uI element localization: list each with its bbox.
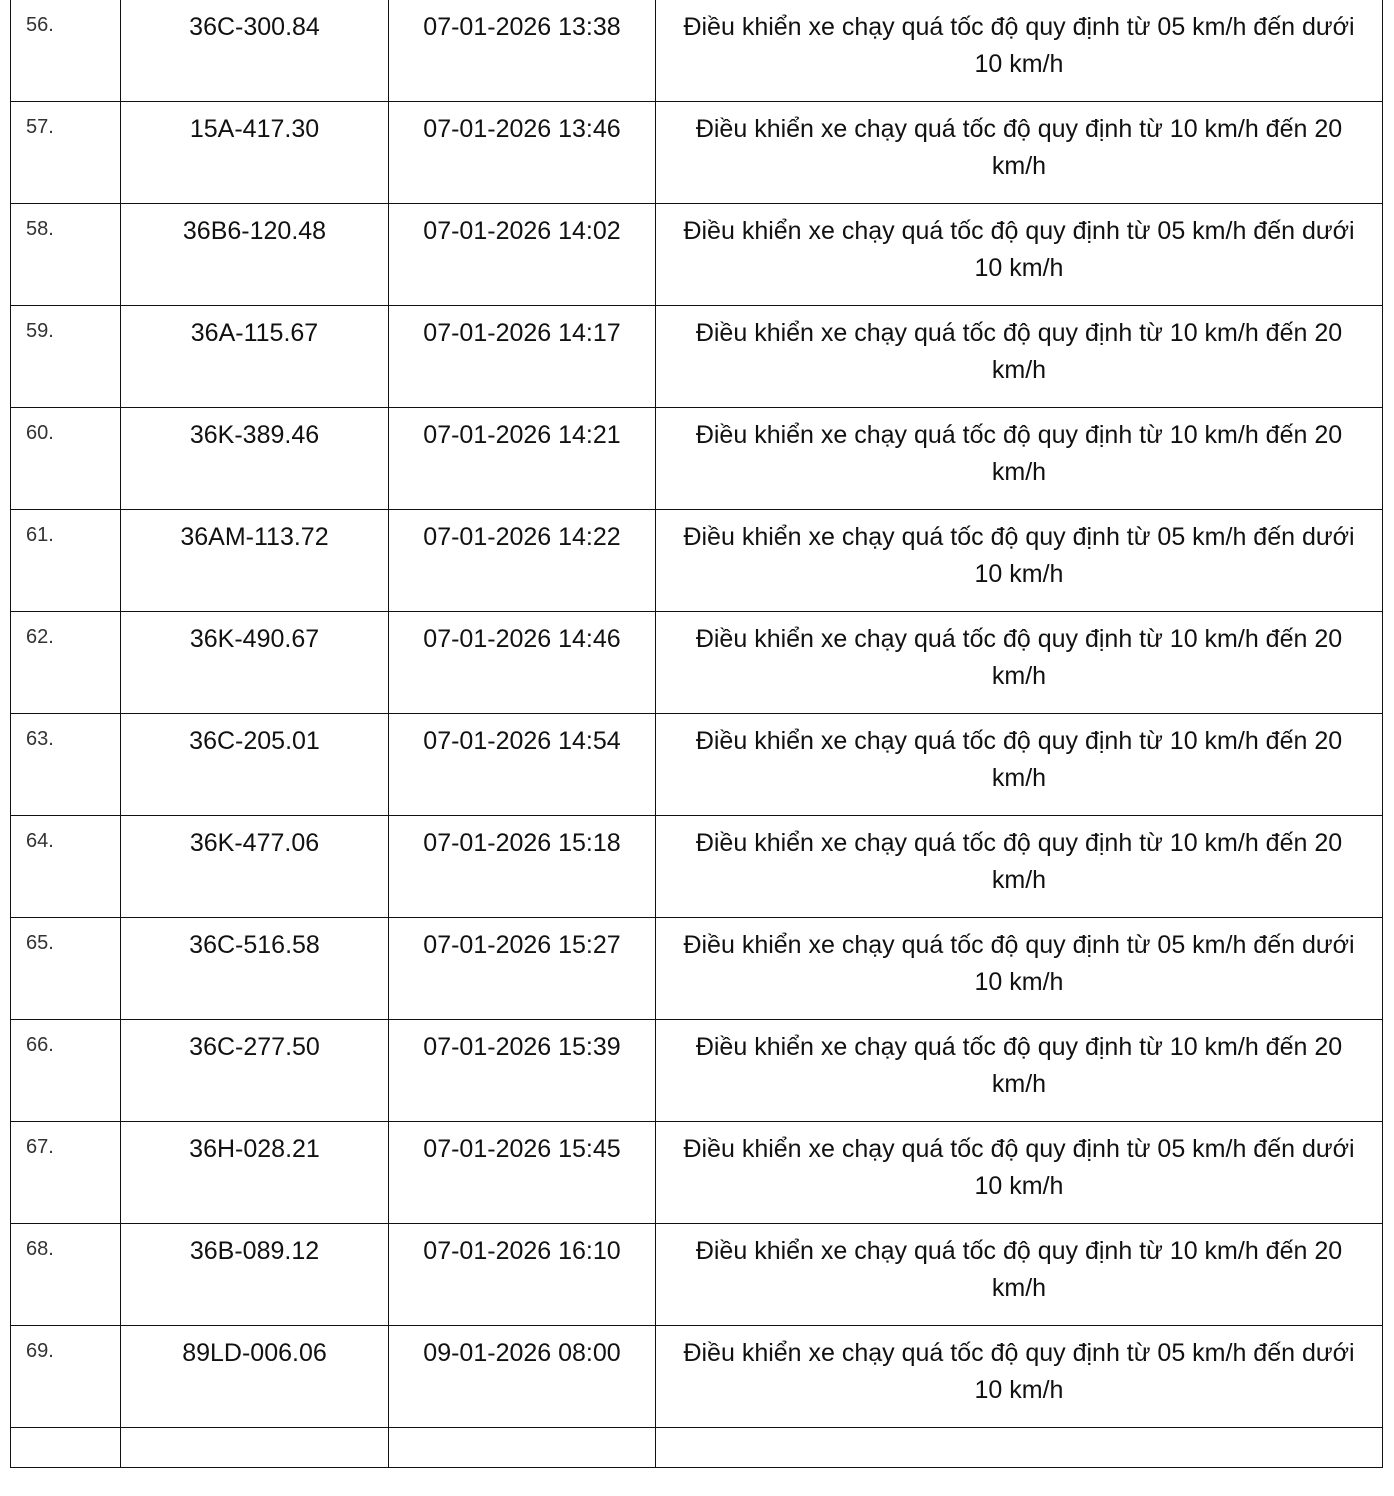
license-plate: 36K-490.67 [121,612,389,714]
table-row [11,306,1383,408]
table-row [11,1326,1383,1428]
license-plate: 36H-028.21 [121,1122,389,1224]
violation-description: Điều khiển xe chạy quá tốc độ quy định từ 10 km/h đến 20 km/h [656,306,1383,408]
violation-time: 07-01-2026 13:38 [389,0,656,102]
row-index-empty [11,1428,121,1468]
violation-time: 07-01-2026 14:22 [389,510,656,612]
violation-time: 07-01-2026 13:46 [389,102,656,204]
violation-description-empty [656,1428,1383,1468]
license-plate: 36B6-120.48 [121,204,389,306]
violation-time: 07-01-2026 14:17 [389,306,656,408]
row-index: 62. [11,612,121,714]
license-plate: 36C-277.50 [121,1020,389,1122]
row-index: 58. [11,204,121,306]
violation-time: 07-01-2026 15:45 [389,1122,656,1224]
table-row [11,1122,1383,1224]
license-plate-empty [121,1428,389,1468]
table-row [11,918,1383,1020]
violation-time: 07-01-2026 14:54 [389,714,656,816]
violation-time: 09-01-2026 08:00 [389,1326,656,1428]
table-row [11,714,1383,816]
violation-time: 07-01-2026 14:02 [389,204,656,306]
violation-description: Điều khiển xe chạy quá tốc độ quy định từ 10 km/h đến 20 km/h [656,612,1383,714]
license-plate: 36B-089.12 [121,1224,389,1326]
license-plate: 36C-516.58 [121,918,389,1020]
row-index: 64. [11,816,121,918]
table-row [11,1224,1383,1326]
violation-description: Điều khiển xe chạy quá tốc độ quy định từ 10 km/h đến 20 km/h [656,1020,1383,1122]
violation-time: 07-01-2026 15:18 [389,816,656,918]
row-index: 68. [11,1224,121,1326]
table-row [11,612,1383,714]
violation-description: Điều khiển xe chạy quá tốc độ quy định từ 05 km/h đến dưới 10 km/h [656,0,1383,102]
violation-time: 07-01-2026 15:39 [389,1020,656,1122]
row-index: 60. [11,408,121,510]
violation-description: Điều khiển xe chạy quá tốc độ quy định từ 05 km/h đến dưới 10 km/h [656,1326,1383,1428]
table-row [11,816,1383,918]
license-plate: 36K-389.46 [121,408,389,510]
row-index: 69. [11,1326,121,1428]
violation-description: Điều khiển xe chạy quá tốc độ quy định từ 05 km/h đến dưới 10 km/h [656,918,1383,1020]
row-index: 63. [11,714,121,816]
license-plate: 36A-115.67 [121,306,389,408]
table-row [11,102,1383,204]
table-row [11,510,1383,612]
violation-time-empty [389,1428,656,1468]
license-plate: 15A-417.30 [121,102,389,204]
table-row [11,204,1383,306]
row-index: 56. [11,0,121,102]
row-index: 66. [11,1020,121,1122]
violation-description: Điều khiển xe chạy quá tốc độ quy định từ 10 km/h đến 20 km/h [656,408,1383,510]
violation-description: Điều khiển xe chạy quá tốc độ quy định từ 10 km/h đến 20 km/h [656,714,1383,816]
row-index: 65. [11,918,121,1020]
license-plate: 36C-205.01 [121,714,389,816]
violation-description: Điều khiển xe chạy quá tốc độ quy định từ 10 km/h đến 20 km/h [656,816,1383,918]
row-index: 61. [11,510,121,612]
row-index: 57. [11,102,121,204]
table-row [11,408,1383,510]
table-row [11,0,1383,102]
violation-time: 07-01-2026 14:46 [389,612,656,714]
row-index: 59. [11,306,121,408]
license-plate: 89LD-006.06 [121,1326,389,1428]
violation-description: Điều khiển xe chạy quá tốc độ quy định từ 05 km/h đến dưới 10 km/h [656,510,1383,612]
violation-description: Điều khiển xe chạy quá tốc độ quy định từ 10 km/h đến 20 km/h [656,102,1383,204]
table-row [11,1020,1383,1122]
violation-description: Điều khiển xe chạy quá tốc độ quy định từ 05 km/h đến dưới 10 km/h [656,1122,1383,1224]
violation-time: 07-01-2026 14:21 [389,408,656,510]
violations-table-body [11,0,1383,1468]
row-index: 67. [11,1122,121,1224]
license-plate: 36K-477.06 [121,816,389,918]
table-row-partial [11,1428,1383,1468]
violations-table [10,0,1383,1468]
license-plate: 36C-300.84 [121,0,389,102]
violation-time: 07-01-2026 16:10 [389,1224,656,1326]
violation-description: Điều khiển xe chạy quá tốc độ quy định từ 10 km/h đến 20 km/h [656,1224,1383,1326]
license-plate: 36AM-113.72 [121,510,389,612]
violation-time: 07-01-2026 15:27 [389,918,656,1020]
violation-description: Điều khiển xe chạy quá tốc độ quy định từ 05 km/h đến dưới 10 km/h [656,204,1383,306]
